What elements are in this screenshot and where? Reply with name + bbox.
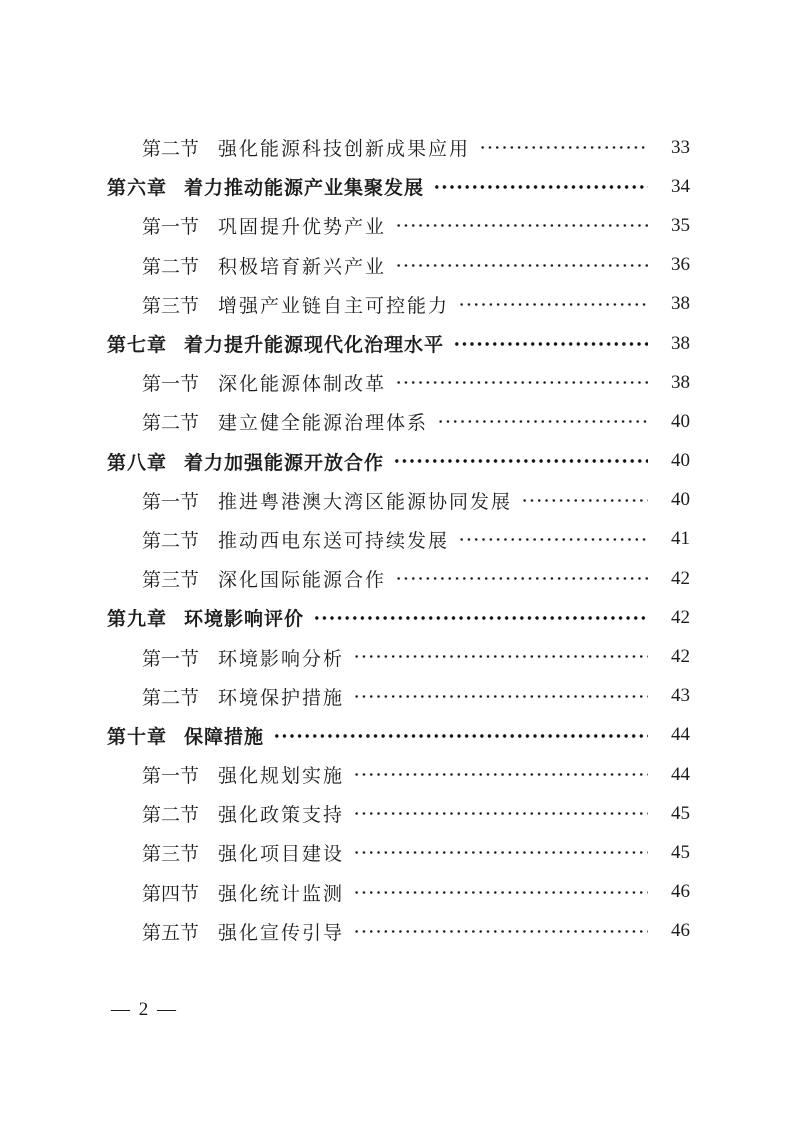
toc-entry [107,246,690,285]
toc-entry-label: 第一节 [142,374,200,396]
toc-entry-title: 环境保护措施 [218,687,345,709]
toc-entry-title: 强化宣传引导 [218,922,345,944]
dot-leader [353,637,648,676]
toc-entry [107,442,690,481]
toc-entry-label: 第三节 [142,844,200,866]
toc-entry-label: 第二节 [142,805,200,827]
dot-leader [353,755,648,794]
toc-entry [107,794,690,833]
dot-leader [479,128,648,167]
toc-entry-label: 第七章 [107,335,168,357]
dot-leader [353,833,648,872]
toc-entry-title: 着力提升能源现代化治理水平 [184,335,445,357]
toc-entry-title: 强化统计监测 [218,883,345,905]
dot-leader [453,324,648,363]
toc-entry-page: 41 [671,528,690,550]
toc-entry-page: 42 [671,646,690,668]
toc-entry-page: 42 [671,606,690,628]
dot-leader [521,481,648,520]
toc-entry [107,755,690,794]
toc-entry-label: 第三节 [142,570,200,592]
toc-entry [107,912,690,951]
dot-leader [353,912,648,951]
toc-entry [107,481,690,520]
toc-entry-title: 环境影响分析 [218,648,345,670]
toc-entry-page: 45 [671,802,690,824]
toc-entry [107,128,690,167]
dot-leader [395,206,648,245]
toc-entry-title: 强化规划实施 [218,766,345,788]
dot-leader [353,677,648,716]
toc-entry-page: 36 [671,254,690,276]
page-number-footer: — 2 — [111,999,178,1020]
toc-entry-page: 40 [671,489,690,511]
toc-entry-label: 第二节 [142,413,200,435]
toc-entry-title: 建立健全能源治理体系 [218,413,429,435]
toc-entry [107,716,690,755]
toc-entry-label: 第五节 [142,922,200,944]
toc-entry-label: 第二节 [142,530,200,552]
toc-entry-label: 第一节 [142,766,200,788]
toc-entry [107,285,690,324]
dot-leader [395,246,648,285]
toc-entry [107,324,690,363]
dot-leader [395,363,648,402]
toc-entry-page: 34 [671,175,690,197]
dot-leader [458,285,648,324]
toc-entry-label: 第二节 [142,139,200,161]
toc-entry-title: 巩固提升优势产业 [218,217,387,239]
toc-entry-page: 43 [671,685,690,707]
toc-entry-page: 46 [671,920,690,942]
toc-entry-label: 第十章 [107,726,168,748]
toc-entry-page: 38 [671,293,690,315]
toc-list [107,128,690,951]
toc-entry-title: 强化项目建设 [218,844,345,866]
toc-entry-title: 推动西电东送可持续发展 [218,530,450,552]
toc-entry [107,167,690,206]
toc-entry-label: 第九章 [107,609,168,631]
toc-entry-page: 33 [671,136,690,158]
dot-leader [353,873,648,912]
dot-leader [433,167,648,206]
dot-leader [313,598,648,637]
toc-entry-label: 第二节 [142,256,200,278]
dot-leader [458,520,648,559]
dot-leader [273,716,648,755]
toc-entry-page: 35 [671,214,690,236]
toc-entry-page: 38 [671,332,690,354]
toc-entry [107,677,690,716]
toc-entry [107,598,690,637]
toc-entry-page: 45 [671,841,690,863]
toc-entry-page: 44 [671,724,690,746]
toc-entry-title: 保障措施 [184,726,265,748]
toc-entry-title: 强化政策支持 [218,805,345,827]
dot-leader [353,794,648,833]
toc-entry [107,206,690,245]
toc-entry-title: 推进粤港澳大湾区能源协同发展 [218,491,513,513]
toc-entry [107,873,690,912]
toc-entry-title: 深化国际能源合作 [218,570,387,592]
toc-entry-title: 深化能源体制改革 [218,374,387,396]
toc-entry-label: 第四节 [142,883,200,905]
toc-entry-page: 38 [671,371,690,393]
toc-entry-page: 44 [671,763,690,785]
toc-entry-label: 第六章 [107,178,168,200]
toc-entry-label: 第八章 [107,452,168,474]
toc-entry-title: 增强产业链自主可控能力 [218,295,450,317]
toc-entry-page: 42 [671,567,690,589]
toc-entry-label: 第一节 [142,648,200,670]
toc-entry-label: 第三节 [142,295,200,317]
toc-entry-title: 积极培育新兴产业 [218,256,387,278]
toc-entry-label: 第一节 [142,491,200,513]
toc-entry [107,520,690,559]
dot-leader [437,402,648,441]
toc-entry [107,559,690,598]
toc-entry-title: 着力加强能源开放合作 [184,452,385,474]
toc-entry [107,402,690,441]
dot-leader [393,442,648,481]
toc-entry-title: 强化能源科技创新成果应用 [218,139,471,161]
toc-entry-page: 40 [671,410,690,432]
toc-entry [107,637,690,676]
dot-leader [395,559,648,598]
toc-entry [107,363,690,402]
toc-entry-page: 40 [671,450,690,472]
toc-entry-label: 第一节 [142,217,200,239]
toc-entry-title: 环境影响评价 [184,609,305,631]
toc-entry-page: 46 [671,881,690,903]
toc-entry-label: 第二节 [142,687,200,709]
toc-entry-title: 着力推动能源产业集聚发展 [184,178,425,200]
toc-entry [107,833,690,872]
